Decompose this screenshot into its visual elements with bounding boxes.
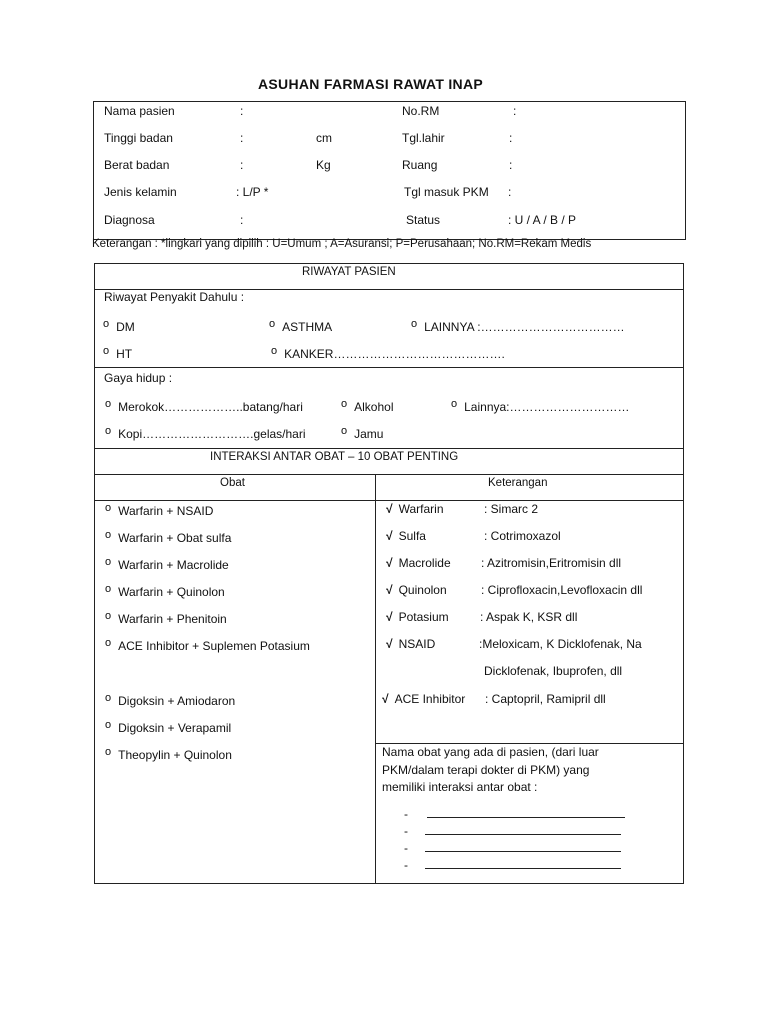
no-rm-label: No.RM xyxy=(402,104,440,118)
divider xyxy=(94,474,684,475)
keterangan-desc: : Ciprofloxacin,Levofloxacin dll xyxy=(481,583,643,597)
col-keterangan-header: Keterangan xyxy=(488,477,548,489)
gaya-hidup-label: Gaya hidup : xyxy=(104,371,173,385)
dash: - xyxy=(404,824,408,838)
obat-item: o Digoksin + Verapamil xyxy=(105,719,232,735)
keterangan-desc: : Azitromisin,Eritromisin dll xyxy=(481,556,622,570)
tinggi-badan-colon: : xyxy=(240,131,244,145)
gaya-lainnya: o Lainnya:………………………… xyxy=(451,398,630,414)
obat-item: o ACE Inhibitor + Suplemen Potasium xyxy=(105,637,310,653)
gaya-jamu: o Jamu xyxy=(341,425,384,441)
no-rm-colon: : xyxy=(513,104,517,118)
keterangan-desc: : Captopril, Ramipril dll xyxy=(485,692,606,706)
riwayat-header: RIWAYAT PASIEN xyxy=(302,266,396,278)
blank-line xyxy=(425,824,621,835)
keterangan-item: √ NSAID xyxy=(386,637,436,651)
divider xyxy=(94,500,684,501)
keterangan-item: √ Potasium xyxy=(386,610,449,624)
divider xyxy=(94,367,684,368)
blank-line xyxy=(425,841,621,852)
obat-item: o Theopylin + Quinolon xyxy=(105,746,232,762)
divider xyxy=(94,448,684,449)
obat-item: o Warfarin + Obat sulfa xyxy=(105,529,232,545)
gaya-merokok: o Merokok………………..batang/hari xyxy=(105,398,303,414)
note-line: Nama obat yang ada di pasien, (dari luar xyxy=(382,745,599,759)
col-obat-header: Obat xyxy=(220,477,245,489)
penyakit-ht: o HT xyxy=(103,345,133,361)
blank-line xyxy=(427,807,625,818)
obat-item: o Warfarin + Macrolide xyxy=(105,556,229,572)
column-divider xyxy=(375,474,376,884)
tgl-lahir-label: Tgl.lahir xyxy=(402,131,445,145)
penyakit-dm: o DM xyxy=(103,318,135,334)
keterangan-item: √ Macrolide xyxy=(386,556,451,570)
berat-badan-colon: : xyxy=(240,158,244,172)
blank-entry-line[interactable] xyxy=(404,824,621,838)
dash: - xyxy=(404,858,408,872)
tgl-masuk-label: Tgl masuk PKM xyxy=(404,185,489,199)
keterangan-desc: Dicklofenak, Ibuprofen, dll xyxy=(484,664,623,678)
interaksi-header: INTERAKSI ANTAR OBAT – 10 OBAT PENTING xyxy=(210,451,459,463)
gaya-alkohol: o Alkohol xyxy=(341,398,394,414)
status-label: Status xyxy=(406,213,441,227)
tgl-lahir-colon: : xyxy=(509,131,513,145)
keterangan-item: √ Quinolon xyxy=(386,583,447,597)
diagnosa-label: Diagnosa xyxy=(104,213,155,227)
keterangan-desc: : Simarc 2 xyxy=(484,502,539,516)
keterangan-desc: : Aspak K, KSR dll xyxy=(480,610,578,624)
penyakit-kanker: o KANKER……………………………………. xyxy=(271,345,505,361)
tinggi-badan-label: Tinggi badan xyxy=(104,131,173,145)
gaya-kopi: o Kopi……………………….gelas/hari xyxy=(105,425,306,441)
penyakit-lainnya: o LAINNYA :……………………………… xyxy=(411,318,625,334)
obat-item: o Digoksin + Amiodaron xyxy=(105,692,236,708)
riwayat-penyakit-label: Riwayat Penyakit Dahulu : xyxy=(104,290,245,304)
keterangan-item: √ Warfarin xyxy=(386,502,444,516)
keterangan-desc: :Meloxicam, K Dicklofenak, Na xyxy=(479,637,642,651)
blank-entry-line[interactable] xyxy=(404,841,621,855)
nama-pasien-colon: : xyxy=(240,104,244,118)
tinggi-badan-unit: cm xyxy=(316,131,332,145)
note-line: PKM/dalam terapi dokter di PKM) yang xyxy=(382,763,590,777)
tgl-masuk-colon: : xyxy=(508,185,512,199)
berat-badan-label: Berat badan xyxy=(104,158,170,172)
form-title: ASUHAN FARMASI RAWAT INAP xyxy=(258,76,484,92)
penyakit-asthma: o ASTHMA xyxy=(269,318,333,334)
nama-pasien-label: Nama pasien xyxy=(104,104,175,118)
blank-line xyxy=(425,858,621,869)
jenis-kelamin-value: : L/P * xyxy=(236,185,269,199)
ruang-colon: : xyxy=(509,158,513,172)
keterangan-item: √ Sulfa xyxy=(386,529,426,543)
obat-item: o Warfarin + NSAID xyxy=(105,502,214,518)
obat-item: o Warfarin + Phenitoin xyxy=(105,610,227,626)
keterangan-item: √ ACE Inhibitor xyxy=(382,692,466,706)
status-value: : U / A / B / P xyxy=(508,213,577,227)
note-line: memiliki interaksi antar obat : xyxy=(382,780,538,794)
dash: - xyxy=(404,807,408,821)
ruang-label: Ruang xyxy=(402,158,438,172)
blank-entry-line[interactable] xyxy=(404,807,625,821)
keterangan-note: Keterangan : *lingkari yang dipilih : U=Umum ; A=Asuransi; P=Perusahaan; No.RM=Rekam Medis xyxy=(92,238,592,250)
diagnosa-colon: : xyxy=(240,213,244,227)
divider xyxy=(375,743,684,744)
dash: - xyxy=(404,841,408,855)
patient-identity-box xyxy=(93,101,686,240)
blank-entry-line[interactable] xyxy=(404,858,621,872)
keterangan-desc: : Cotrimoxazol xyxy=(484,529,561,543)
berat-badan-unit: Kg xyxy=(316,158,331,172)
jenis-kelamin-label: Jenis kelamin xyxy=(104,185,177,199)
obat-item: o Warfarin + Quinolon xyxy=(105,583,225,599)
